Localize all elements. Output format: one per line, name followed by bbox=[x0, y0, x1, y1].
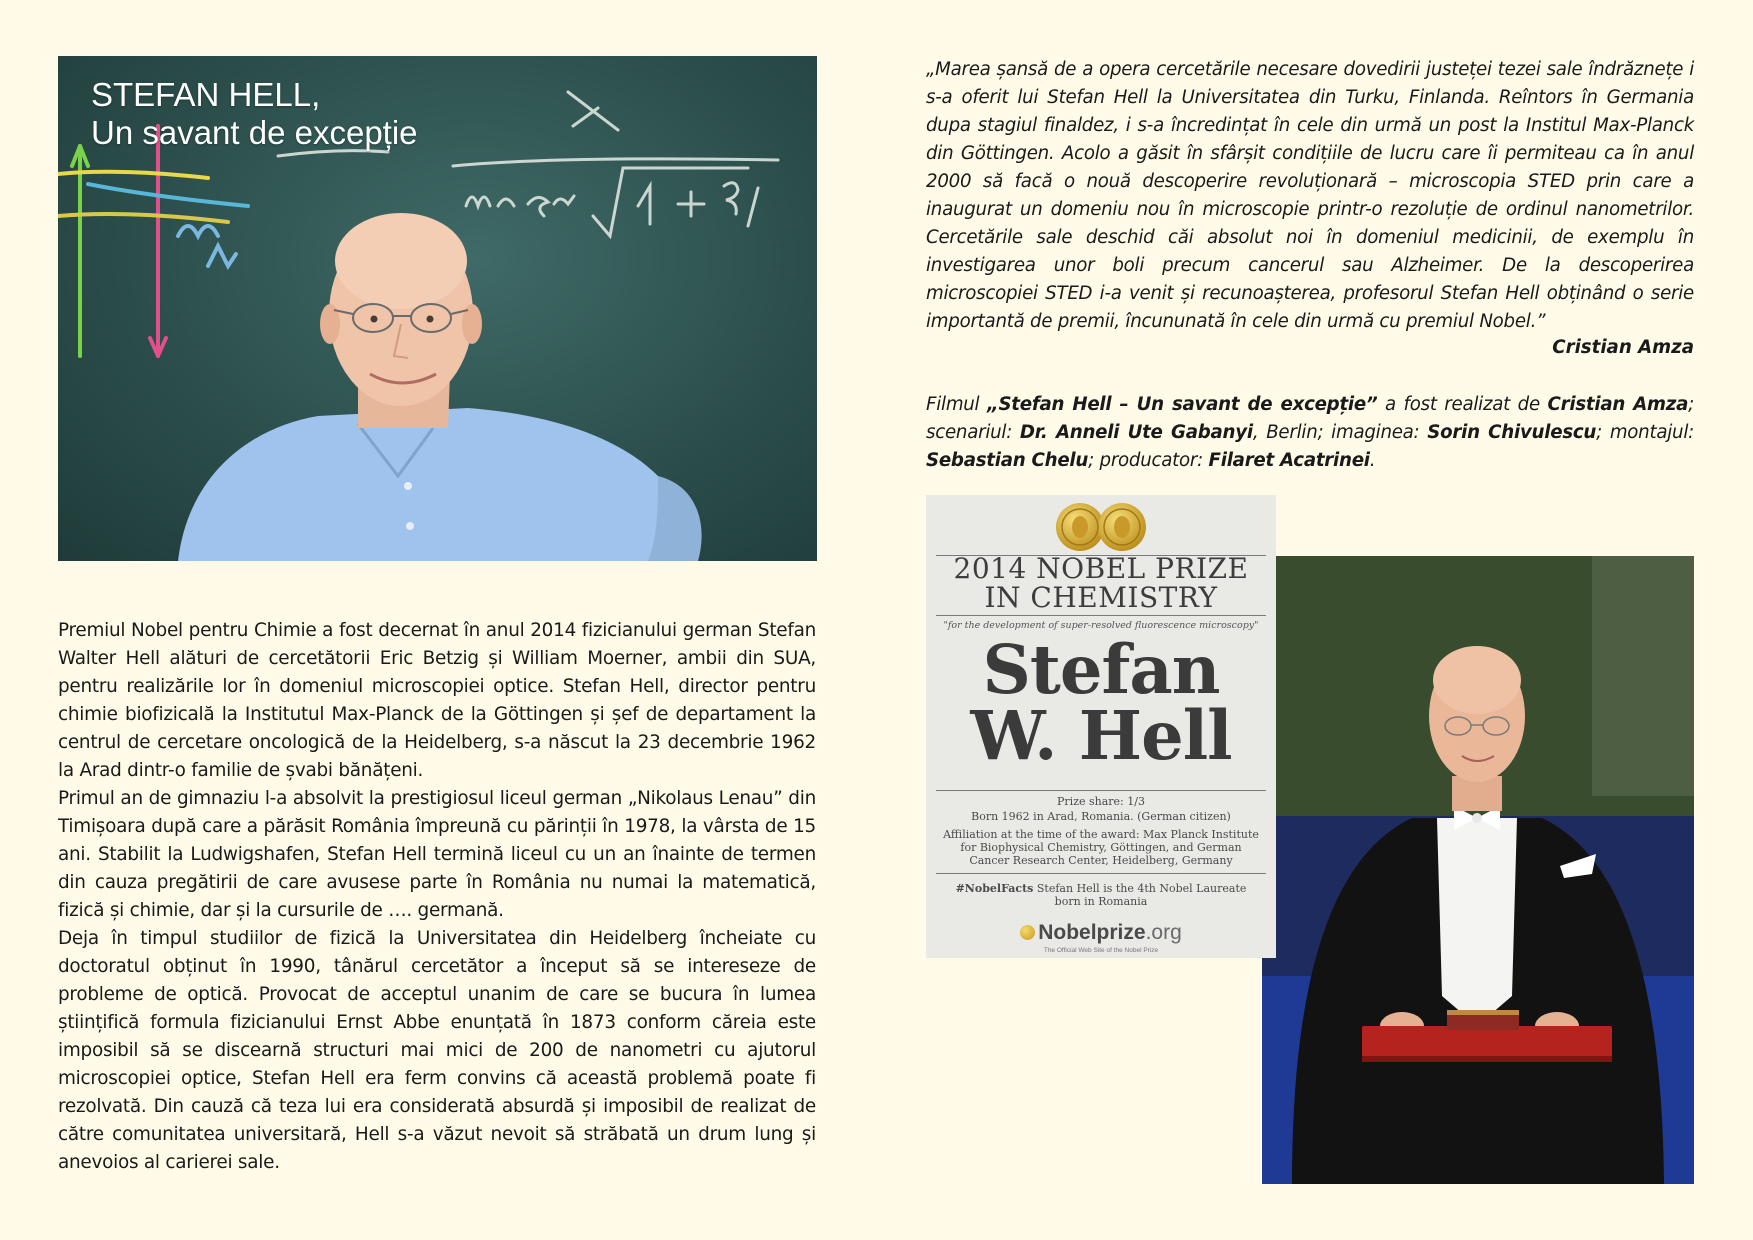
biography-paragraph-3: Deja în timpul studiilor de fizică la Universitatea din Heidelberg încheiate cu doctoratul obținut în 1990, tânărul cercetător a început să se intereseze de probleme de optică. Provocat de acceptul unanim de care se bucura în lumea științifică formula fizicianului Ernst Abbe enunțată în 1873 conform căreia este imposibil să se discearnă structuri mai mici de 200 de nanometri cu ajutorul microscopiei optice, Stefan Hell era ferm convins că această problemă poate fi rezolvată. Din cauză că teza lui era considerată absurdă și imposibil de realizat de către comunitatea universitară, Hell s-a văzut nevoit să străbată un drum lung și anevoios al carierei sale. bbox=[58, 928, 816, 1173]
hero-title bbox=[91, 76, 418, 152]
poster-heading-line2: IN CHEMISTRY bbox=[984, 581, 1218, 614]
nobelprize-logo bbox=[926, 921, 1276, 945]
ceremony-photo bbox=[1262, 556, 1694, 1184]
credits-text: ; scenariul: bbox=[926, 394, 1694, 443]
biography-text bbox=[58, 617, 816, 1177]
poster-prize-share: Prize share: 1/3 bbox=[1057, 795, 1145, 808]
ceremony-portrait-image bbox=[1262, 556, 1694, 1184]
film-credits bbox=[926, 391, 1694, 475]
poster-rule bbox=[936, 790, 1266, 791]
poster-logo-org: .org bbox=[1145, 921, 1182, 944]
credits-text: a fost realizat de bbox=[1377, 394, 1548, 415]
credits-text: ; montajul: bbox=[1596, 422, 1694, 443]
poster-name-line2: W. Hell bbox=[970, 696, 1232, 775]
nobel-medals-image bbox=[926, 495, 1276, 555]
film-title: „Stefan Hell – Un savant de excepție” bbox=[986, 394, 1378, 415]
biography-paragraph-1: Premiul Nobel pentru Chimie a fost decernat în anul 2014 fizicianului german Stefan Walter Hell alături de cercetătorii Eric Betzig și William Moerner, ambii din SUA, pentru realizările lor în domeniul microscopiei optice. Stefan Hell, director pentru chimie biofizicală la Institutul Max-Planck de la Göttingen și șef de departament la centrul de cercetare oncologică de la Heidelberg, s-a născut la 23 decembrie 1962 la Arad dintr-o familie de șvabi bănățeni. bbox=[58, 620, 816, 781]
poster-laureate-name bbox=[926, 630, 1276, 775]
hero-photo bbox=[58, 56, 817, 561]
poster-rule bbox=[936, 615, 1266, 616]
credits-text: ; producator: bbox=[1088, 450, 1209, 471]
credit-producer: Filaret Acatrinei bbox=[1208, 450, 1370, 471]
credits-text: . bbox=[1369, 450, 1376, 471]
poster-logo-main: Nobelprize bbox=[1038, 921, 1146, 944]
credit-screenplay: Dr. Anneli Ute Gabanyi bbox=[1019, 422, 1253, 443]
poster-fact-text: Stefan Hell is the 4th Nobel Laureate born in Romania bbox=[1033, 882, 1247, 908]
poster-logo-tagline: The Official Web Site of the Nobel Prize bbox=[1043, 947, 1159, 954]
poster-fact bbox=[950, 882, 1252, 908]
quote-author: Cristian Amza bbox=[1552, 337, 1694, 358]
nobel-prize-poster bbox=[926, 495, 1276, 958]
poster-affiliation: Affiliation at the time of the award: Max Planck Institute for Biophysical Chemistry, Göttingen, and German Cancer Research Center, Heidelberg, Germany bbox=[943, 828, 1259, 867]
credit-camera: Sorin Chivulescu bbox=[1427, 422, 1597, 443]
credits-text: Filmul bbox=[926, 394, 987, 415]
quote-text: „Marea șansă de a opera cercetările necesare dovedirii justeței tezei sale îndrăznețe i s-a oferit lui Stefan Hell la Universitatea din Turku, Finlanda. Reîntors în Germania dupa stagiul finaldez, i s-a încredințat în cele din urmă un post la Institul Max-Planck din Göttingen. Acolo a găsit în sfârșit condițiile de lucru care îi permiteau ca în anul 2000 să facă o nouă descoperire revoluționară – microscopia STED prin care a inaugurat un domeniu nou în microscopie printr-o rezoluție de ordinul nanometrilor. Cercetările sale deschid căi absolut noi în domeniul medicinii, de exemplu în investigarea unor boli precum cancerul sau Alzheimer. De la descoperirea microscopiei STED i-a venit și recunoașterea, profesorul Stefan Hell obținând o serie importantă de premii, încununată în cele din urmă cu premiul Nobel.” bbox=[926, 59, 1694, 332]
poster-rule bbox=[936, 873, 1266, 874]
nobel-logo-icon bbox=[1020, 925, 1035, 940]
poster-motto: "for the development of super-resolved fluorescence microscopy" bbox=[943, 620, 1259, 631]
medal-icon bbox=[1046, 500, 1156, 554]
hero-title-line2: Un savant de excepție bbox=[91, 114, 418, 151]
poster-born: Born 1962 in Arad, Romania. (German citizen) bbox=[971, 810, 1231, 823]
poster-heading-line1: 2014 NOBEL PRIZE bbox=[953, 552, 1249, 585]
poster-heading bbox=[926, 554, 1276, 612]
biography-paragraph-2: Primul an de gimnaziu l-a absolvit la prestigiosul liceul german „Nikolaus Lenau” din Timișoara după care a părăsit România împreună cu părinții în 1978, la vârsta de 15 ani. Stabilit la Ludwigshafen, Stefan Hell termină liceul cu un an înainte de termen din cauza pregătirii de care avusese parte în România nu numai la matematică, fizică și chimie, dar și la cursurile de …. germană. bbox=[58, 788, 816, 921]
hero-title-line1: STEFAN HELL, bbox=[91, 76, 321, 113]
poster-fact-tag: #NobelFacts bbox=[955, 882, 1034, 895]
poster-name-line1: Stefan bbox=[982, 630, 1220, 709]
credit-director: Cristian Amza bbox=[1547, 394, 1689, 415]
credits-text: , Berlin; imaginea: bbox=[1252, 422, 1428, 443]
credit-editing: Sebastian Chelu bbox=[926, 450, 1089, 471]
